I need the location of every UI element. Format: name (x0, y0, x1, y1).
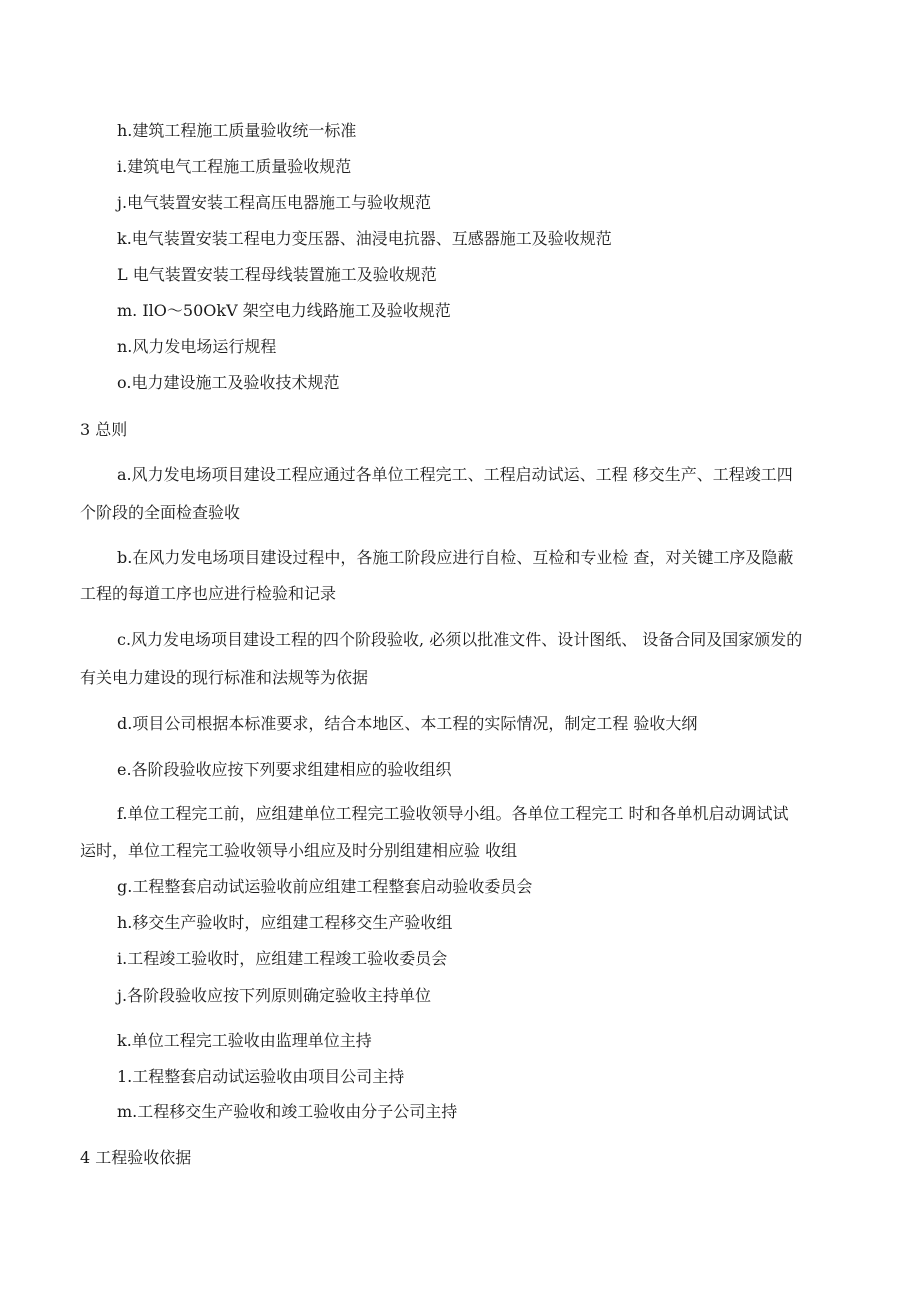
para-c-line1: c.风力发电场项目建设工程的四个阶段验收, 必须以批准文件、设计图纸、 设备合同及国家颁发的 (117, 630, 803, 649)
list-item-i: i.建筑电气工程施工质量验收规范 (117, 157, 352, 176)
list-item-n: n.风力发电场运行规程 (117, 337, 277, 356)
para-b-line1: b.在风力发电场项目建设过程中，各施工阶段应进行自检、互检和专业检 查，对关键工序及隐蔽 (117, 548, 794, 567)
list-item-m: m. IlO〜50OkV 架空电力线路施工及验收规范 (117, 301, 451, 320)
para-g: g.工程整套启动试运验收前应组建工程整套启动验收委员会 (117, 877, 533, 896)
list-item-j: j.电气装置安装工程高压电器施工与验收规范 (117, 193, 432, 212)
para-j: j.各阶段验收应按下列原则确定验收主持单位 (117, 986, 432, 1005)
list-item-h: h.建筑工程施工质量验收统一标准 (117, 121, 357, 140)
para-c-line2: 有关电力建设的现行标准和法规等为依据 (80, 668, 369, 687)
list-item-k: k.电气装置安装工程电力变压器、油浸电抗器、互感器施工及验收规范 (117, 229, 612, 248)
list-item-l: L 电气装置安装工程母线装置施工及验收规范 (117, 265, 437, 284)
para-1: 1.工程整套启动试运验收由项目公司主持 (117, 1067, 405, 1086)
para-k: k.单位工程完工验收由监理单位主持 (117, 1031, 372, 1050)
section-3-heading: 3 总则 (80, 420, 128, 439)
para-b-line2: 工程的每道工序也应进行检验和记录 (80, 584, 337, 603)
list-item-o: o.电力建设施工及验收技术规范 (117, 373, 340, 392)
para-f-line1: f.单位工程完工前，应组建单位工程完工验收领导小组。各单位工程完工 时和各单机启动调试试 (117, 804, 789, 823)
para-f-line2: 运时，单位工程完工验收领导小组应及时分别组建相应验 收组 (80, 841, 518, 860)
para-i: i.工程竣工验收时，应组建工程竣工验收委员会 (117, 949, 448, 968)
para-h: h.移交生产验收时，应组建工程移交生产验收组 (117, 913, 453, 932)
para-m: m.工程移交生产验收和竣工验收由分子公司主持 (117, 1102, 458, 1121)
para-a-line1: a.风力发电场项目建设工程应通过各单位工程完工、工程启动试运、工程 移交生产、工程竣工四 (117, 465, 793, 484)
section-4-heading: 4 工程验收依据 (80, 1148, 192, 1167)
para-e: e.各阶段验收应按下列要求组建相应的验收组织 (117, 760, 452, 779)
para-a-line2: 个阶段的全面检查验收 (80, 503, 241, 522)
para-d: d.项目公司根据本标准要求，结合本地区、本工程的实际情况，制定工程 验收大纲 (117, 714, 698, 733)
